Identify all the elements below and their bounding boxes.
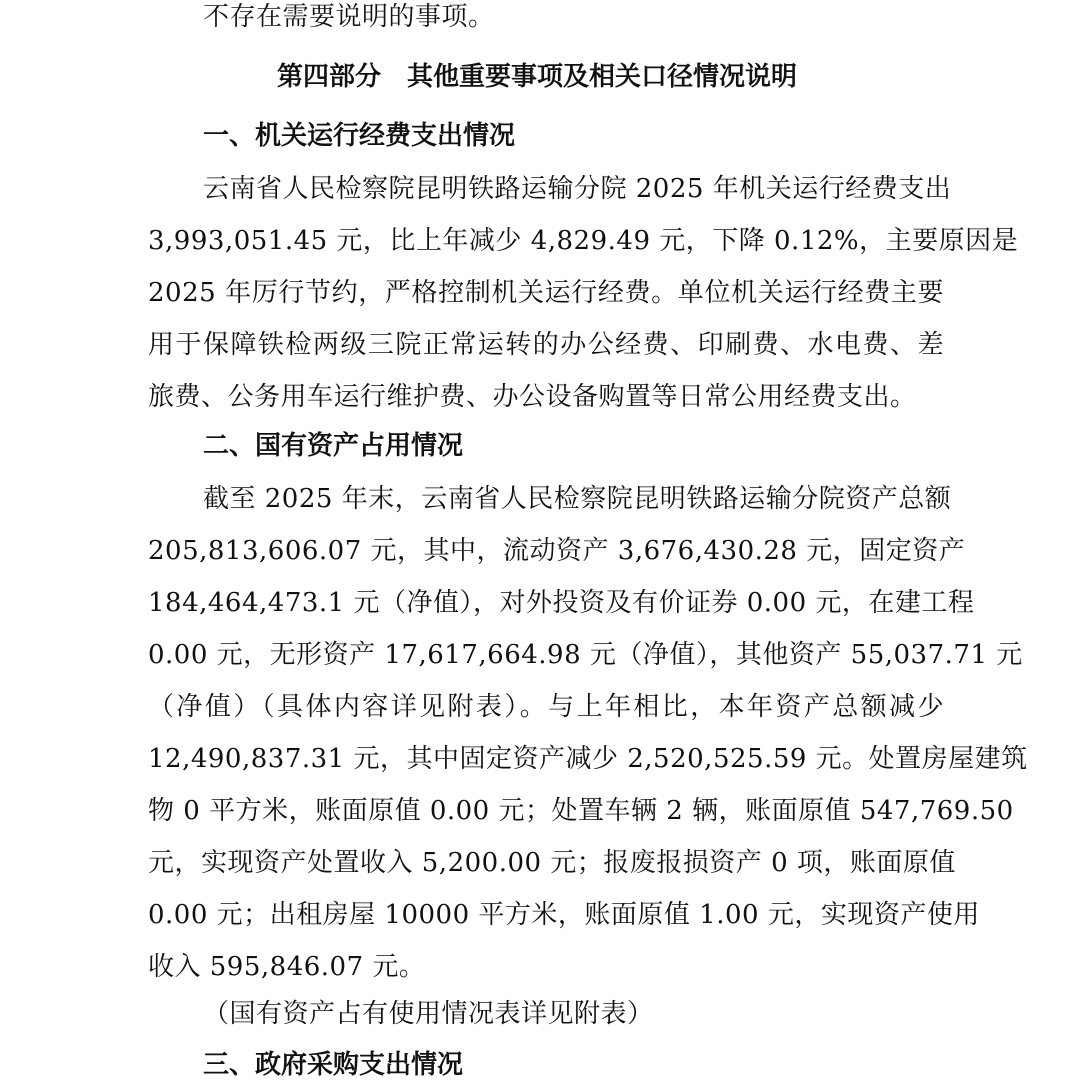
section-1-line: 旅费、公务用车运行维护费、办公设备购置等日常公用经费支出。 (148, 382, 917, 412)
section-1-line: 3,993,051.45 元，比上年减少 4,829.49 元，下降 0.12%，主要原因是 (148, 226, 1019, 256)
section-2-line: （净值）（具体内容详见附表）。与上年相比，本年资产总额减少 (148, 692, 944, 722)
previous-section-tail: 不存在需要说明的事项。 (203, 2, 495, 32)
part-title: 第四部分 其他重要事项及相关口径情况说明 (276, 62, 797, 92)
section-1-line: 云南省人民检察院昆明铁路运输分院 2025 年机关运行经费支出 (203, 174, 952, 204)
section-2-line: 物 0 平方米，账面原值 0.00 元；处置车辆 2 辆，账面原值 547,769.50 (148, 796, 1014, 826)
section-2-line: 截至 2025 年末，云南省人民检察院昆明铁路运输分院资产总额 (203, 484, 952, 514)
section-2-heading: 二、国有资产占用情况 (203, 431, 464, 461)
section-2-line: 12,490,837.31 元，其中固定资产减少 2,520,525.59 元。处置房屋建筑 (148, 744, 1028, 774)
section-1-line: 用于保障铁检两级三院正常运转的办公经费、印刷费、水电费、差 (148, 330, 944, 360)
section-2-line: 184,464,473.1 元（净值），对外投资及有价证券 0.00 元，在建工程 (148, 588, 975, 618)
section-2-line: 元，实现资产处置收入 5,200.00 元；报废报损资产 0 项，账面原值 (148, 848, 956, 878)
section-3-heading: 三、政府采购支出情况 (203, 1050, 464, 1080)
section-2-line: 0.00 元；出租房屋 10000 平方米，账面原值 1.00 元，实现资产使用 (148, 900, 980, 930)
section-2-line: 205,813,606.07 元，其中，流动资产 3,676,430.28 元，固定资产 (148, 536, 966, 566)
section-1-heading: 一、机关运行经费支出情况 (203, 121, 516, 151)
section-2-line: 0.00 元，无形资产 17,617,664.98 元（净值），其他资产 55,037.71 元 (148, 640, 1023, 670)
section-2-line: 收入 595,846.07 元。 (148, 952, 426, 982)
section-2-note: （国有资产占有使用情况表详见附表） (203, 999, 654, 1029)
section-1-line: 2025 年厉行节约，严格控制机关运行经费。单位机关运行经费主要 (148, 278, 944, 308)
